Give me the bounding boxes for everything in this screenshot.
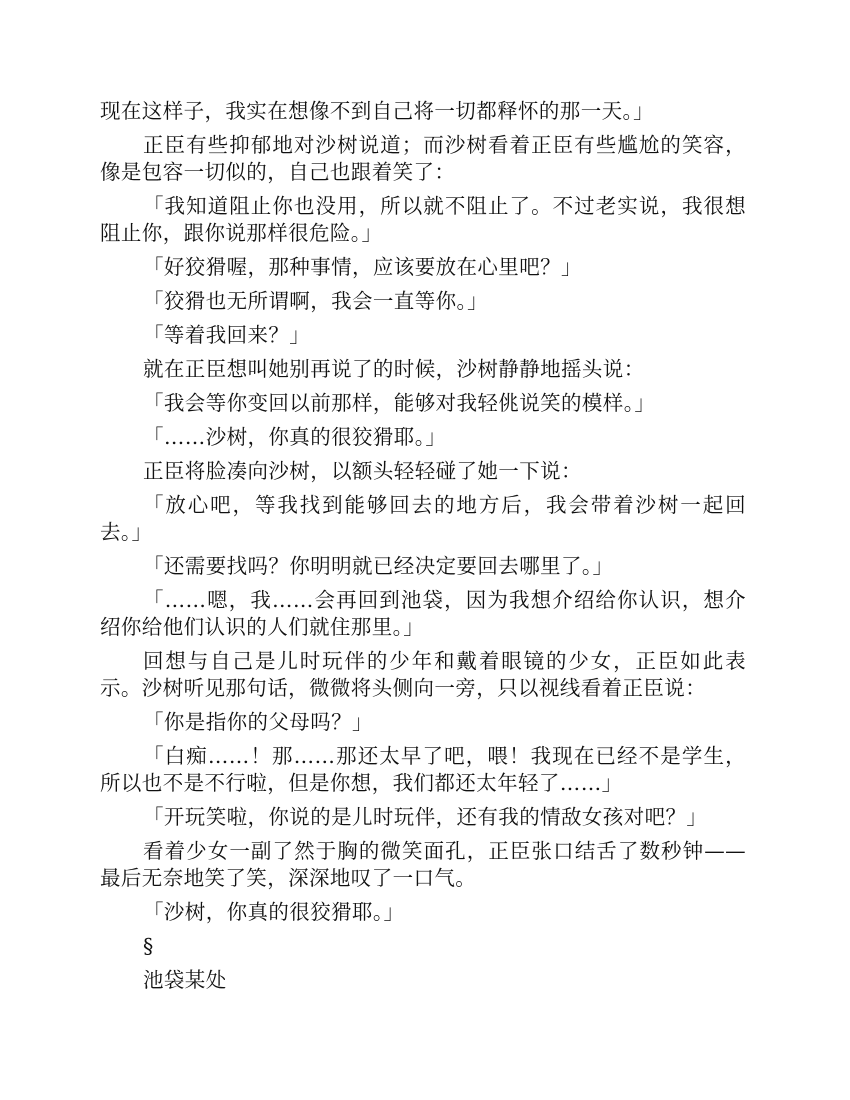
paragraph-13: 「……嗯，我……会再回到池袋，因为我想介绍给你认识，想介绍你给他们认识的人们就住那里。」	[100, 588, 746, 639]
paragraph-5: 「狡猾也无所谓啊，我会一直等你。」	[143, 289, 489, 313]
paragraph-8: 「我会等你变回以前那样，能够对我轻佻说笑的模样。」	[143, 391, 656, 415]
paragraph-18: 看着少女一副了然于胸的微笑面孔，正臣张口结舌了数秒钟——最后无奈地笑了笑，深深地叹了一口气。	[100, 839, 746, 890]
paragraph-9: 「……沙树，你真的很狡猾耶。」	[143, 425, 447, 449]
scene-heading: 池袋某处	[143, 968, 227, 992]
paragraph-19: 「沙树，你真的很狡猾耶。」	[143, 900, 405, 924]
paragraph-3: 「我知道阻止你也没用，所以就不阻止了。不过老实说，我很想阻止你，跟你说那样很危险。」	[100, 194, 746, 245]
paragraph-10: 正臣将脸凑向沙树，以额头轻轻碰了她一下说：	[143, 459, 582, 483]
paragraph-7: 就在正臣想叫她别再说了的时候，沙树静静地摇头说：	[143, 357, 645, 381]
paragraph-16: 「白痴……！那……那还太早了吧，喂！我现在已经不是学生，所以也不是不行啦，但是你想，我们都还太年轻了……」	[100, 744, 746, 795]
document-page	[100, 98, 746, 1001]
paragraph-14: 回想与自己是儿时玩伴的少年和戴着眼镜的少女，正臣如此表示。沙树听见那句话，微微将头侧向一旁，只以视线看着正臣说：	[100, 649, 746, 700]
paragraph-11: 「放心吧，等我找到能够回去的地方后，我会带着沙树一起回去。」	[100, 493, 746, 544]
paragraph-17: 「开玩笑啦，你说的是儿时玩伴，还有我的情敌女孩对吧？」	[143, 805, 708, 829]
paragraph-6: 「等着我回来？」	[143, 323, 311, 347]
paragraph-12: 「还需要找吗？你明明就已经决定要回去哪里了。」	[143, 554, 614, 578]
paragraph-15: 「你是指你的父母吗？」	[143, 710, 373, 734]
paragraph-1: 现在这样子，我实在想像不到自己将一切都释怀的那一天。」	[100, 99, 655, 123]
section-mark: §	[143, 934, 154, 958]
paragraph-4: 「好狡猾喔，那种事情，应该要放在心里吧？」	[143, 255, 582, 279]
paragraph-2: 正臣有些抑郁地对沙树说道；而沙树看着正臣有些尴尬的笑容，像是包容一切似的，自己也跟着笑了：	[100, 133, 746, 184]
